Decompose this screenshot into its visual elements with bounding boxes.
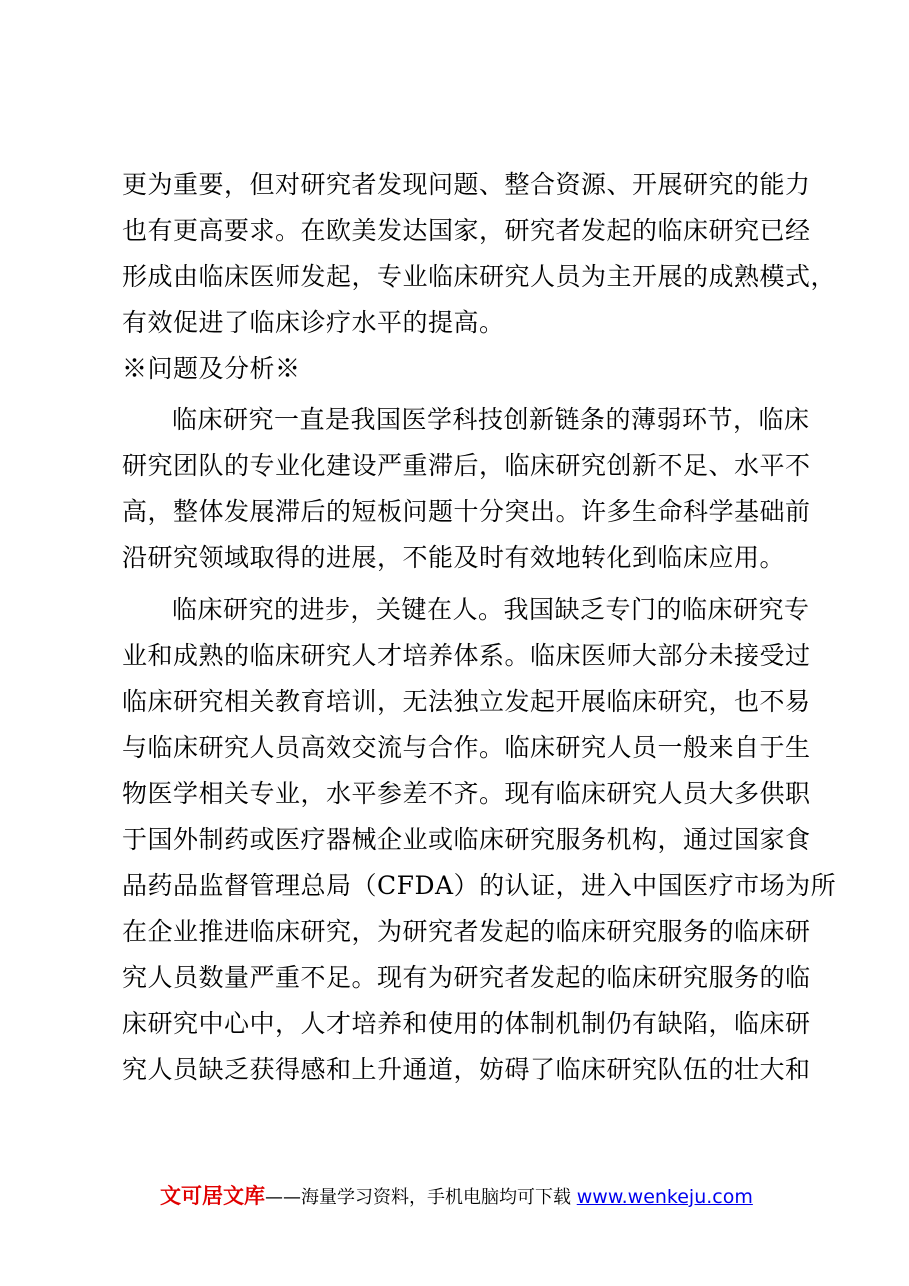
body-line: 有效促进了临床诊疗水平的提高。 [122,308,505,337]
footer-link[interactable]: www.wenkeju.com [576,1186,753,1208]
body-line: 与临床研究人员高效交流与合作。临床研究人员一般来自于生 [122,733,811,762]
section-heading: ※问题及分析※ [122,354,301,383]
body-line: 沿研究领域取得的进展，不能及时有效地转化到临床应用。 [122,543,786,572]
footer-brand: 文可居文库 [160,1184,265,1208]
body-line: 物医学相关专业，水平参差不齐。现有临床研究人员大多供职 [122,779,811,808]
body-line: 临床研究相关教育培训，无法独立发起开展临床研究，也不易 [122,687,811,716]
body-line: 床研究中心中，人才培养和使用的体制机制仍有缺陷，临床研 [122,1009,811,1038]
footer-banner [160,1182,753,1212]
paragraph-first-line: 临床研究的进步，关键在人。我国缺乏专门的临床研究专 [172,595,810,624]
body-line: 于国外制药或医疗器械企业或临床研究服务机构，通过国家食 [122,825,811,854]
body-line: 形成由临床医师发起，专业临床研究人员为主开展的成熟模式， [122,262,837,291]
body-line: 业和成熟的临床研究人才培养体系。临床医师大部分未接受过 [122,641,811,670]
body-line: 究人员数量严重不足。现有为研究者发起的临床研究服务的临 [122,963,811,992]
paragraph-first-line: 临床研究一直是我国医学科技创新链条的薄弱环节，临床 [172,405,810,434]
body-line: 品药品监督管理总局（CFDA）的认证，进入中国医疗市场为所 [122,871,837,900]
body-line: 在企业推进临床研究，为研究者发起的临床研究服务的临床研 [122,917,811,946]
body-line: 高，整体发展滞后的短板问题十分突出。许多生命科学基础前 [122,497,811,526]
body-line: 也有更高要求。在欧美发达国家，研究者发起的临床研究已经 [122,216,811,245]
body-line: 研究团队的专业化建设严重滞后，临床研究创新不足、水平不 [122,451,811,480]
body-line: 更为重要，但对研究者发现问题、整合资源、开展研究的能力 [122,170,811,199]
footer-dash: —— [265,1187,301,1208]
body-line: 究人员缺乏获得感和上升通道，妨碍了临床研究队伍的壮大和 [122,1055,811,1084]
footer-tagline: 海量学习资料，手机电脑均可下载 [301,1187,571,1208]
